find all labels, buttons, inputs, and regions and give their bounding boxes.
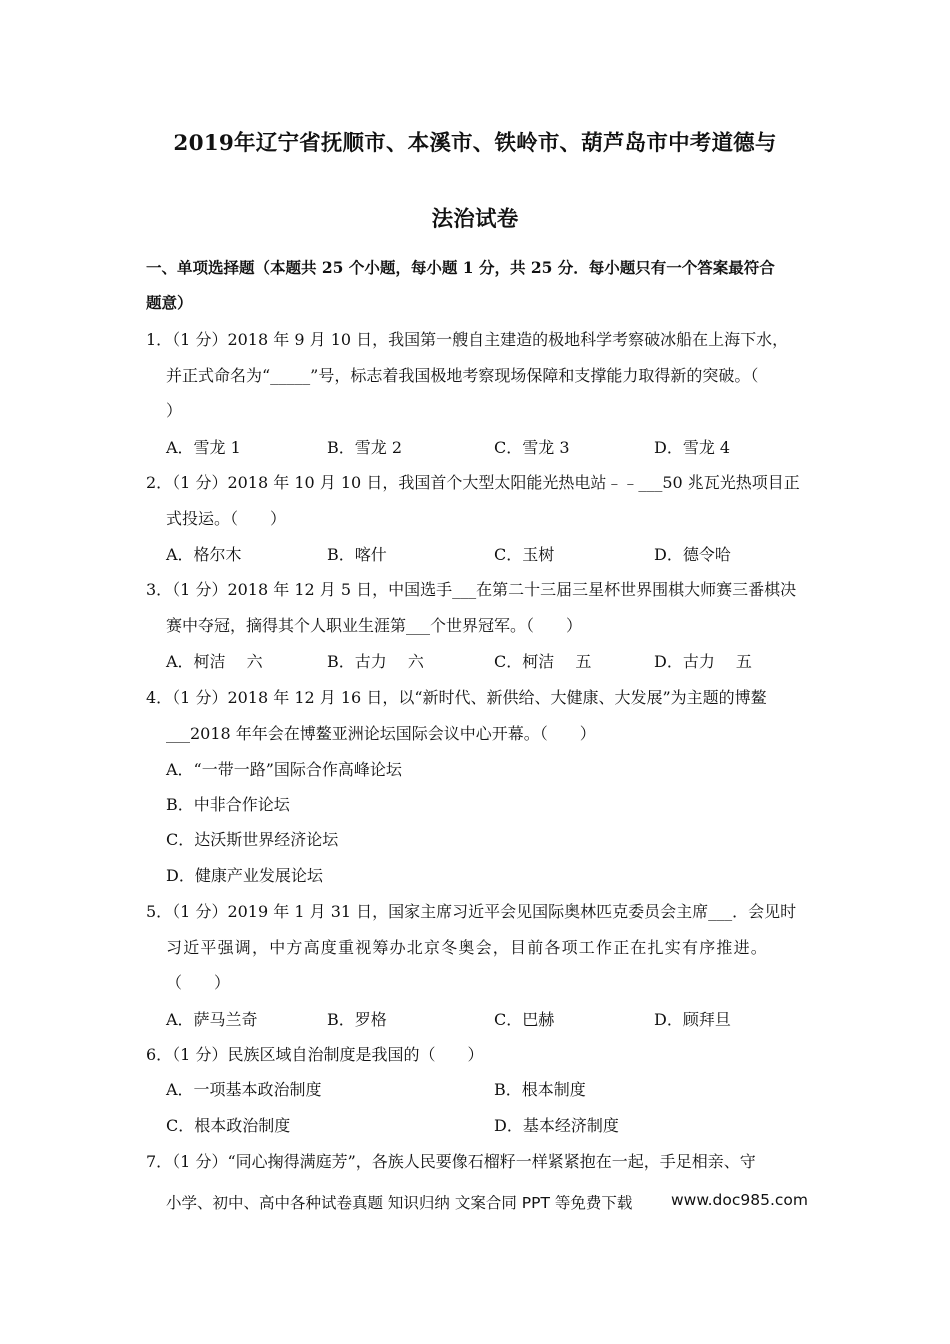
question-3-line-1: 3．（1 分）2018 年 12 月 5 日，中国选手___在第二十三届三星杯世界围棋大师赛三番棋决: [146, 580, 797, 599]
question-3-option-a[interactable]: A．柯洁 六: [166, 652, 263, 671]
question-2-line-1: 2．（1 分）2018 年 10 月 10 日，我国首个大型太阳能光热电站﹣﹣___50 兆瓦光热项目正: [146, 473, 800, 492]
question-6-option-a[interactable]: A．一项基本政治制度: [166, 1080, 322, 1099]
question-7-line-1: 7．（1 分）“同心掬得满庭芳”，各族人民要像石榴籽一样紧紧抱在一起，手足相亲、守: [146, 1152, 756, 1171]
question-2-option-c[interactable]: C．玉树: [494, 545, 555, 564]
question-6-option-b[interactable]: B．根本制度: [494, 1080, 586, 1099]
question-4-line-2: ___2018 年年会在博鳌亚洲论坛国际会议中心开幕。（ ）: [166, 724, 596, 743]
question-1-option-d[interactable]: D．雪龙 4: [654, 438, 731, 457]
question-5-line-1: 5．（1 分）2019 年 1 月 31 日，国家主席习近平会见国际奥林匹克委员会主席___．会见时: [146, 902, 797, 921]
question-2-option-b[interactable]: B．喀什: [327, 545, 387, 564]
question-3-option-d[interactable]: D．古力 五: [654, 652, 752, 671]
question-6-option-c[interactable]: C．根本政治制度: [166, 1116, 291, 1135]
page-footer: [166, 1191, 808, 1213]
question-1-line-3: ）: [166, 401, 183, 420]
question-3-option-c[interactable]: C．柯洁 五: [494, 652, 592, 671]
question-4-line-1: 4．（1 分）2018 年 12 月 16 日，以“新时代、新供给、大健康、大发展”为主题的博鳌: [146, 688, 767, 707]
footer-url-link[interactable]: www.doc985.com: [671, 1191, 808, 1209]
exam-title-line-1: 2019年辽宁省抚顺市、本溪市、铁岭市、葫芦岛市中考道德与: [173, 131, 777, 156]
section-heading-line-1: 一、单项选择题（本题共 25 个小题，每小题 1 分，共 25 分．每小题只有一个答案最符合: [146, 258, 775, 277]
question-5-line-2: 习近平强调，中方高度重视筹办北京冬奥会，目前各项工作正在扎实有序推进。: [166, 938, 769, 957]
question-1-line-1: 1．（1 分）2018 年 9 月 10 日，我国第一艘自主建造的极地科学考察破冰船在上海下水，: [146, 330, 789, 349]
question-5-option-a[interactable]: A．萨马兰奇: [166, 1010, 258, 1029]
question-1-option-a[interactable]: A．雪龙 1: [166, 438, 241, 457]
exam-title-line-2: 法治试卷: [431, 207, 519, 232]
question-6-line-1: 6．（1 分）民族区域自治制度是我国的（ ）: [146, 1045, 484, 1064]
question-5-option-c[interactable]: C．巴赫: [494, 1010, 555, 1029]
question-3-option-b[interactable]: B．古力 六: [327, 652, 424, 671]
question-3-line-2: 赛中夺冠，摘得其个人职业生涯第___个世界冠军。（ ）: [166, 616, 583, 635]
question-1-option-b[interactable]: B．雪龙 2: [327, 438, 403, 457]
question-2-line-2: 式投运。（ ）: [166, 509, 287, 528]
question-4-option-b[interactable]: B．中非合作论坛: [166, 795, 290, 814]
question-6-option-d[interactable]: D．基本经济制度: [494, 1116, 619, 1135]
question-2-option-a[interactable]: A．格尔木: [166, 545, 242, 564]
question-2-option-d[interactable]: D．德令哈: [654, 545, 731, 564]
question-4-option-c[interactable]: C．达沃斯世界经济论坛: [166, 830, 339, 849]
question-4-option-d[interactable]: D．健康产业发展论坛: [166, 866, 323, 885]
section-heading-line-2: 题意）: [146, 293, 193, 312]
question-5-line-3: （ ）: [166, 973, 231, 992]
footer-text: 小学、初中、高中各种试卷真题 知识归纳 文案合同 PPT 等免费下载: [166, 1194, 633, 1212]
question-1-line-2: 并正式命名为“_____”号，标志着我国极地考察现场保障和支撑能力取得新的突破。（: [166, 366, 759, 385]
question-5-option-d[interactable]: D．顾拜旦: [654, 1010, 731, 1029]
question-4-option-a[interactable]: A．“一带一路”国际合作高峰论坛: [166, 760, 402, 779]
question-1-option-c[interactable]: C．雪龙 3: [494, 438, 570, 457]
question-5-option-b[interactable]: B．罗格: [327, 1010, 387, 1029]
